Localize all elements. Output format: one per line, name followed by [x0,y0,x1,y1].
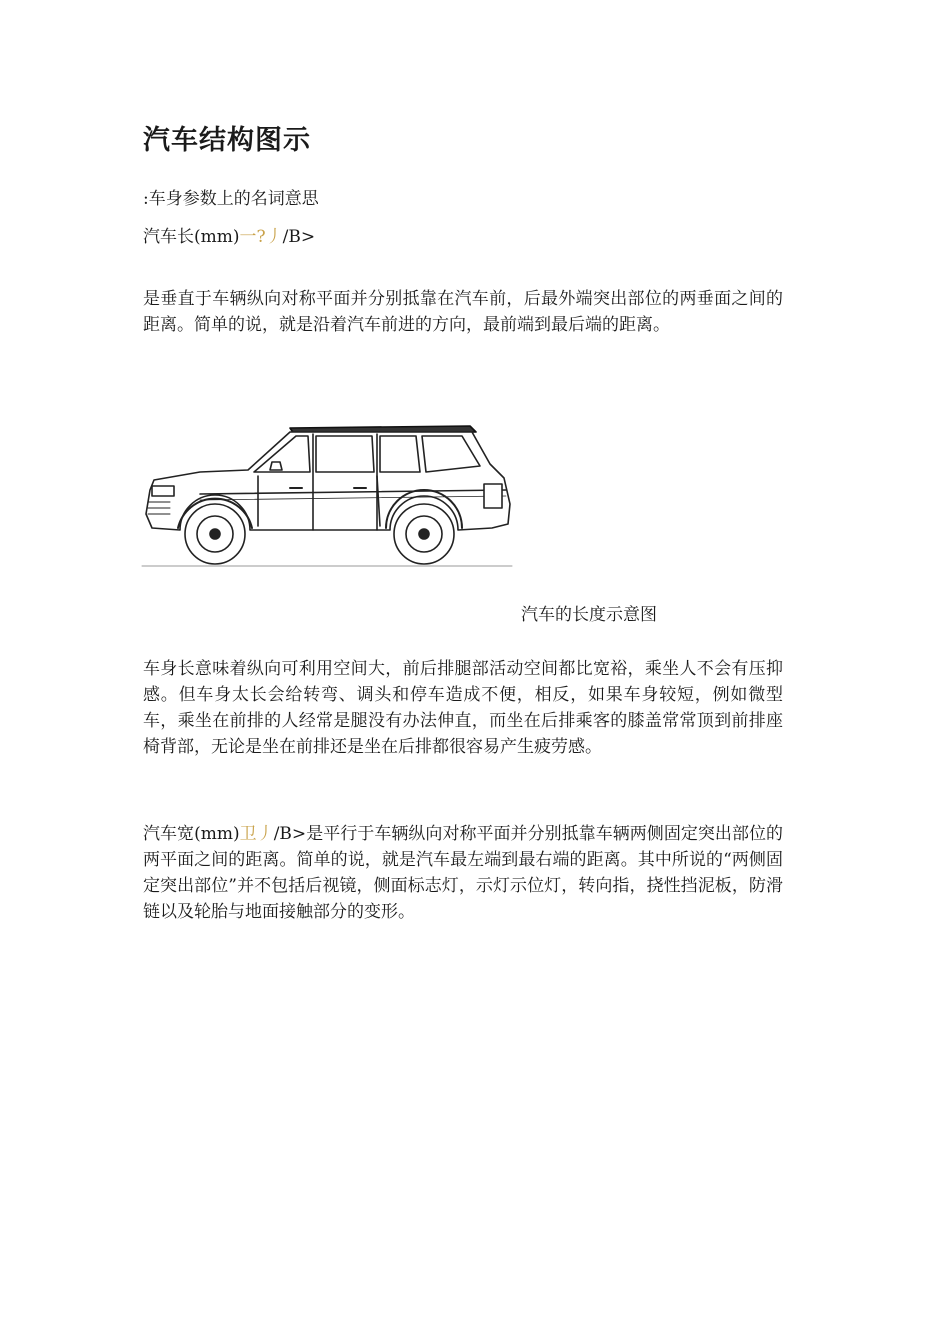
figure-caption: 汽车的长度示意图 [521,605,657,625]
width-heading-prefix: 汽车宽(mm) [143,824,240,844]
car-side-view-illustration [140,414,514,574]
length-heading-highlight: 一?丿 [239,227,283,247]
length-definition: 是垂直于车辆纵向对称平面并分别抵靠在汽车前，后最外端突出部位的两垂面之间的距离。简单的说，就是沿着汽车前进的方向，最前端到最后端的距离。 [143,289,783,335]
width-paragraph [143,821,783,925]
rear-side-window [380,436,420,472]
length-heading-prefix: 汽车长(mm) [143,227,240,247]
width-heading-highlight: 卫丿 [239,824,274,844]
length-heading-suffix: /B> [282,227,316,247]
tail-light [484,484,502,508]
width-heading-suffix: /B> [273,824,307,844]
width-definition: 是平行于车辆纵向对称平面并分别抵靠车辆两侧固定突出部位的两平面之间的距离。简单的说，就是汽车最左端到最右端的距离。其中所说的“两侧固定突出部位”并不包括后视镜，侧面标志灯，示灯示位灯，转向指，挠性挡泥板，防滑链以及轮胎与地面接触部分的变形。 [143,824,784,922]
front-side-window [316,436,374,472]
length-heading [143,226,315,248]
length-discussion: 车身长意味着纵向可利用空间大，前后排腿部活动空间都比宽裕，乘坐人不会有压抑感。但车身太长会给转弯、调头和停车造成不便，相反，如果车身较短，例如微型车，乘坐在前排的人经常是腿没有办法伸直，而坐在后排乘客的膝盖常常顶到前排座椅背部，无论是坐在前排还是坐在后排都很容易产生疲劳感。 [143,659,783,757]
page-title: 汽车结构图示 [143,125,311,156]
headlight [152,486,174,496]
subtitle: :车身参数上的名词意思 [143,189,319,209]
side-mirror [270,462,282,470]
